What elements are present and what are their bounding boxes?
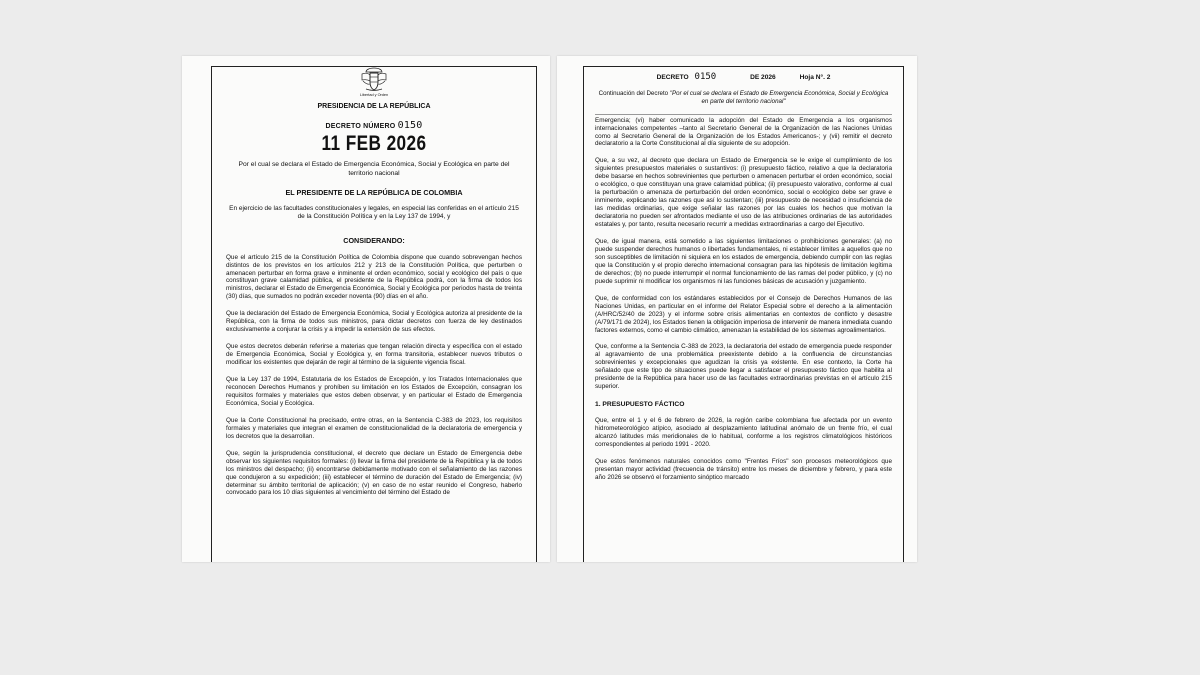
- paragraph: Que, de conformidad con los estándares establecidos por el Consejo de Derechos Humanos de las Naciones Unidas, en particular en el informe del Relator Especial sobre el derecho a la alimentación (A/HRC/52/40 de 2023) y el informe sobre crisis alimentarias en contextos de conflicto y desastre (A/79/171 de 2024), los Estados tienen la obligación imperiosa de intervenir de manera inmediata cuando factores externos, como el cambio climático, amenazan la estabilidad de los sistemas agroalimentarios.: [595, 294, 892, 334]
- decree-subtitle: Por el cual se declara el Estado de Emergencia Económica, Social y Ecológica en parte del territorio nacional: [238, 161, 510, 177]
- page-1-border-frame: [211, 66, 537, 562]
- intro-text: En ejercicio de las facultades constitucionales y legales, en especial las conferidas en el artículo 215 de la Constitución Política y en la Ley 137 de 1994, y: [229, 205, 519, 221]
- year-label: DE 2026: [750, 74, 776, 81]
- paragraph: Que estos decretos deberán referirse a materias que tengan relación directa y específica con el estado de Emergencia Económica, Social y Ecológica y, en forma transitoria, establecer nuevos tributos o modificar los existentes que dejarán de regir al término de la siguiente vigencia fiscal.: [226, 343, 522, 367]
- decree-number: 0150: [397, 120, 423, 131]
- page-2-header: [595, 72, 892, 82]
- paragraph: Que, conforme a la Sentencia C-383 de 2023, la declaratoria del estado de emergencia puede responder al agravamiento de una problemática preexistente debido a la confluencia de circunstancias sobrevinientes y excepcionales que agudizan la crisis ya existente. En ese contexto, la Corte ha señalado que este tipo de situaciones puede llegar a satisfacer el presupuesto fáctico que habilita al presidente de la República para hacer uso de las facultades extraordinarias previstas en el artículo 215 superior.: [595, 343, 892, 391]
- section-heading: 1. PRESUPUESTO FÁCTICO: [595, 401, 685, 409]
- continuation-title: "Por el cual se declara el Estado de Emergencia Económica, Social y Ecológica en parte del territorio nacional": [669, 90, 889, 105]
- motto: Libertad y Orden: [359, 93, 389, 97]
- considerando-heading: CONSIDERANDO:: [343, 235, 405, 245]
- decree-label: DECRETO NÚMERO: [325, 123, 396, 130]
- paragraph: Que, según la jurisprudencia constitucional, el decreto que declare un Estado de Emergencia debe observar los siguientes requisitos formales: (i) llevar la firma del presidente de la República y la de todos los ministros del despacho; (ii) encontrarse debidamente motivado con el señalamiento de las razones que condujeron a su expedición; (iii) establecer el término de duración del Estado de Emergencia; (iv) determinar su ámbito territorial de aplicación; (v) en caso de no estar reunido el Congreso, haberlo convocado para los 10 días siguientes al vencimiento del término del Estado de: [226, 449, 522, 497]
- continuation-prefix: Continuación del Decreto: [598, 90, 669, 97]
- paragraph: Emergencia; (vi) haber comunicado la adopción del Estado de Emergencia a los organismos internacionales competentes –tanto al Secretario General de la Organización de las Naciones Unidas como al Secretario General de la Organización de los Estados Americanos-; y (vii) remitir el decreto declaratorio a la Corte Constitucional al día siguiente de su adopción.: [595, 116, 892, 148]
- header-divider: [595, 114, 892, 115]
- document-page-2: [557, 56, 917, 562]
- sheet-label: Hoja N°. 2: [799, 74, 831, 81]
- paragraph: Que la declaración del Estado de Emergencia Económica, Social y Ecológica autoriza al presidente de la República, con la firma de todos sus ministros, para dictar decretos con fuerza de ley destinados exclusivamente a conjurar la crisis y a impedir la extensión de sus efectos.: [226, 310, 522, 334]
- decree-number: 0150: [694, 72, 717, 82]
- coat-of-arms-icon: [359, 67, 389, 93]
- paragraph: Que, entre el 1 y el 6 de febrero de 2026, la región caribe colombiana fue afectada por un evento hidrometeorológico atípico, asociado al desplazamiento latitudinal anómalo de un frente frío, el cual alcanzó latitudes más meridionales de lo habitual, conforme a los registros climatológicos históricos correspondientes al periodo 1991 - 2020.: [595, 417, 892, 449]
- paragraph: Que la Ley 137 de 1994, Estatutaria de los Estados de Excepción, y los Tratados Internacionales que reconocen Derechos Humanos y prohíben su limitación en los Estados de Excepción, consagran los requisitos formales y materiales que estos deben observar, y en particular el Estado de Emergencia Económica, Social y Ecológica.: [226, 376, 522, 407]
- issuer-heading: EL PRESIDENTE DE LA REPÚBLICA DE COLOMBIA: [285, 188, 463, 197]
- continuation-line: [595, 90, 892, 106]
- document-page-1: [182, 56, 550, 562]
- paragraph: Que, de igual manera, está sometido a las siguientes limitaciones o prohibiciones generales: (a) no puede suspender derechos humanos o libertades fundamentales, ni establecer límites a aquellos que no son susceptibles de limitación ni siquiera en los estados de emergencia, debiendo cumplir con las reglas que la Constitución y el propio derecho internacional consagran para las hipótesis de limitación legítima de derechos; (b) no puede interrumpir el normal funcionamiento de las ramas del poder público, y (c) no puede suprimir ni modificar los organismos ni las funciones básicas de acusación y juzgamiento.: [595, 237, 892, 285]
- paragraph: Que el artículo 215 de la Constitución Política de Colombia dispone que cuando sobrevengan hechos distintos de los previstos en los artículos 212 y 213 de la Constitución Política, que perturben o amenacen perturbar en forma grave e inminente el orden económico, social y ecológico del país o que constituyan grave calamidad pública, el presidente de la República podrá, con la firma de todos los ministros, declarar el Estado de Emergencia Económica, Social y Ecológica por periodos hasta de treinta (30) días, que sumados no podrán exceder noventa (90) días en el año.: [226, 253, 522, 301]
- date-stamp: 11 FEB 2026: [321, 132, 427, 155]
- decree-label: DECRETO: [656, 74, 689, 81]
- page-2-border-frame: [583, 66, 904, 562]
- paragraph: Que estos fenómenos naturales conocidos como "Frentes Fríos" son procesos meteorológicos que presentan mayor actividad (frecuencia de tránsito) entre los meses de diciembre y febrero, y para este año 2026 se observó el forzamiento sinóptico marcado: [595, 458, 892, 481]
- paragraph: Que, a su vez, al decreto que declara un Estado de Emergencia se le exige el cumplimiento de los siguientes presupuestos materiales o sustantivos: (i) presupuesto fáctico, relativo a que la declaratoria debe basarse en hechos sobrevinientes que perturben o amenacen perturbar el orden económico, social o ecológico, o que constituyan una grave calamidad pública; (ii) presupuesto valorativo, conforme al cual la perturbación o amenaza de perturbación del orden económico, social o ecológico debe ser grave e inminente, explicando las razones que así lo sustentan; (iii) presupuesto de necesidad o insuficiencia de las medidas ordinarias, que exige señalar las razones por las cuales los hechos que motivan la declaratoria no pueden ser afrontados mediante el uso de las atribuciones ordinarias de las autoridades estatales y, por tanto, resulta necesario recurrir a medidas extraordinarias a cargo del Ejecutivo.: [595, 157, 892, 229]
- office-heading: PRESIDENCIA DE LA REPÚBLICA: [317, 103, 431, 110]
- decree-number-line: [226, 120, 522, 131]
- paragraph: Que la Corte Constitucional ha precisado, entre otras, en la Sentencia C-383 de 2023, los requisitos formales y materiales que integran el examen de constitucionalidad de la declaratoria de emergencia y los decretos que la desarrollan.: [226, 416, 522, 440]
